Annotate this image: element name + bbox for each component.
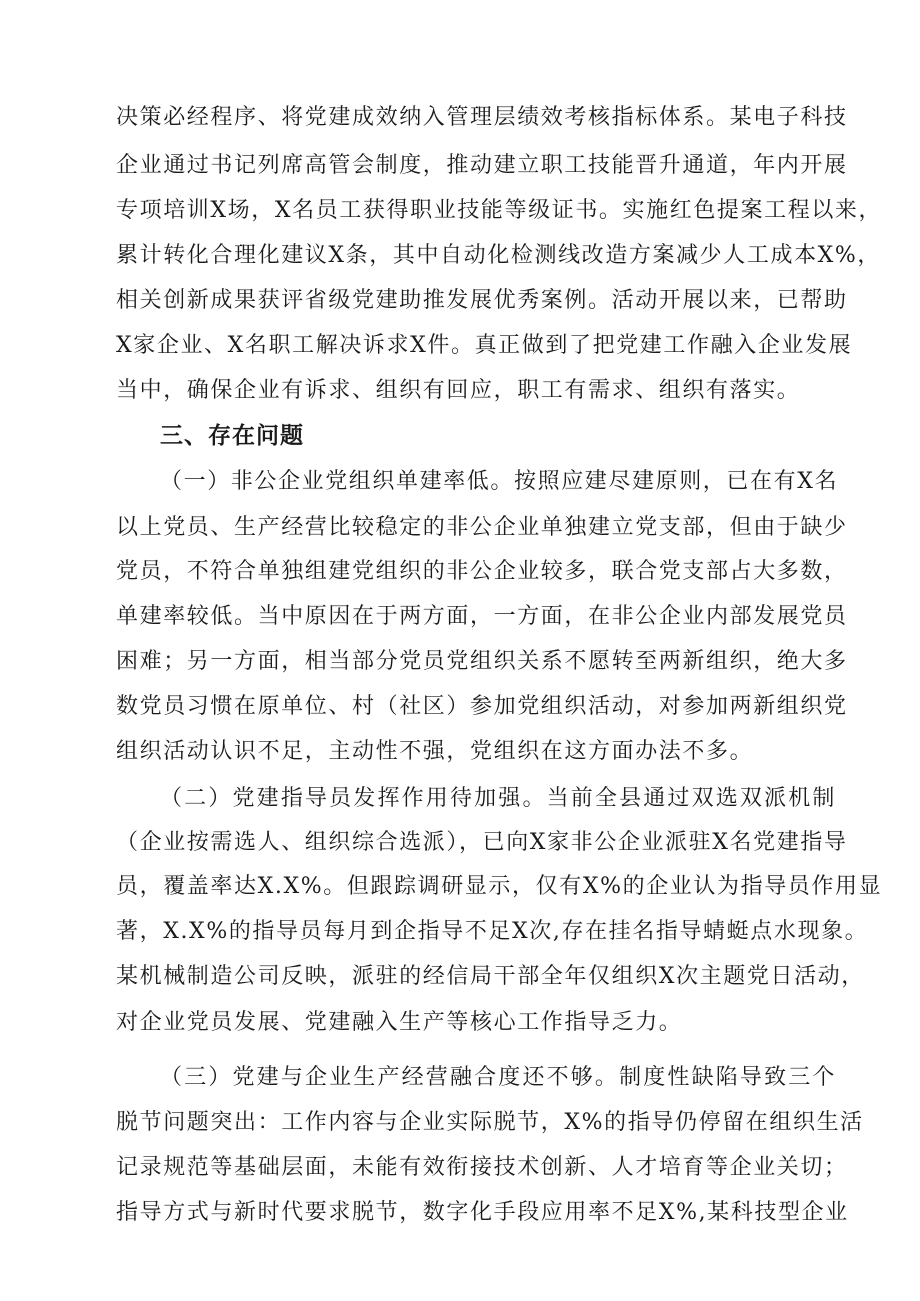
paragraph-line: 累计转化合理化建议X条，其中自动化检测线改造方案减少人工成本X%， [116, 243, 882, 268]
paragraph-line: 组织活动认识不足，主动性不强，党组织在这方面办法不多。 [116, 739, 754, 764]
paragraph-line: 决策必经程序、将党建成效纳入管理层绩效考核指标体系。某电子科技 [116, 105, 848, 130]
paragraph-line: X家企业、X名职工解决诉求X件。真正做到了把党建工作融入企业发展 [116, 333, 853, 358]
paragraph-line: 企业通过书记列席高管会制度，推动建立职工技能晋升通道，年内开展 [116, 153, 848, 178]
paragraph-line: 数党员习惯在原单位、村（社区）参加党组织活动，对参加两新组织党 [116, 694, 848, 719]
paragraph-line: 以上党员、生产经营比较稳定的非公企业单独建立党支部，但由于缺少 [116, 515, 848, 540]
paragraph-line: 单建率较低。当中原因在于两方面，一方面，在非公企业内部发展党员 [116, 604, 848, 629]
paragraph-line: 记录规范等基础层面，未能有效衔接技术创新、人才培育等企业关切； [116, 1155, 848, 1180]
paragraph-line: 相关创新成果获评省级党建助推发展优秀案例。活动开展以来，已帮助 [116, 288, 848, 313]
paragraph-line: （三）党建与企业生产经营融合度还不够。制度性缺陷导致三个 [160, 1065, 836, 1090]
section-heading: 三、存在问题 [160, 423, 304, 449]
paragraph-line: 指导方式与新时代要求脱节，数字化手段应用率不足X%,某科技型企业 [116, 1200, 849, 1225]
paragraph-line: 某机械制造公司反映，派驻的经信局干部全年仅组织X次主题党日活动， [116, 964, 865, 989]
paragraph-line: 专项培训X场，X名员工获得职业技能等级证书。实施红色提案工程以来， [116, 198, 883, 223]
paragraph-line: 党员，不符合单独组建党组织的非公企业较多，联合党支部占大多数， [116, 559, 848, 584]
paragraph-line: （一）非公企业党组织单建率低。按照应建尽建原则，已在有X名 [160, 469, 839, 494]
paragraph-line: 困难；另一方面，相当部分党员党组织关系不愿转至两新组织，绝大多 [116, 649, 848, 674]
paragraph-line: 脱节问题突出：工作内容与企业实际脱节，X%的指导仍停留在组织生活 [116, 1110, 864, 1135]
paragraph-line: （企业按需选人、组织综合选派），已向X家非公企业派驻X名党建指导 [116, 830, 848, 855]
paragraph-line: 员，覆盖率达X.X%。但跟踪调研显示，仅有X%的企业认为指导员作用显 [116, 874, 883, 899]
paragraph-line: （二）党建指导员发挥作用待加强。当前全县通过双选双派机制 [160, 786, 836, 811]
paragraph-line: 当中，确保企业有诉求、组织有回应，职工有需求、组织有落实。 [116, 378, 801, 403]
paragraph-line: 对企业党员发展、党建融入生产等核心工作指导乏力。 [116, 1010, 683, 1035]
paragraph-line: 著，X.X%的指导员每月到企指导不足X次,存在挂名指导蜻蜓点水现象。 [116, 919, 869, 944]
